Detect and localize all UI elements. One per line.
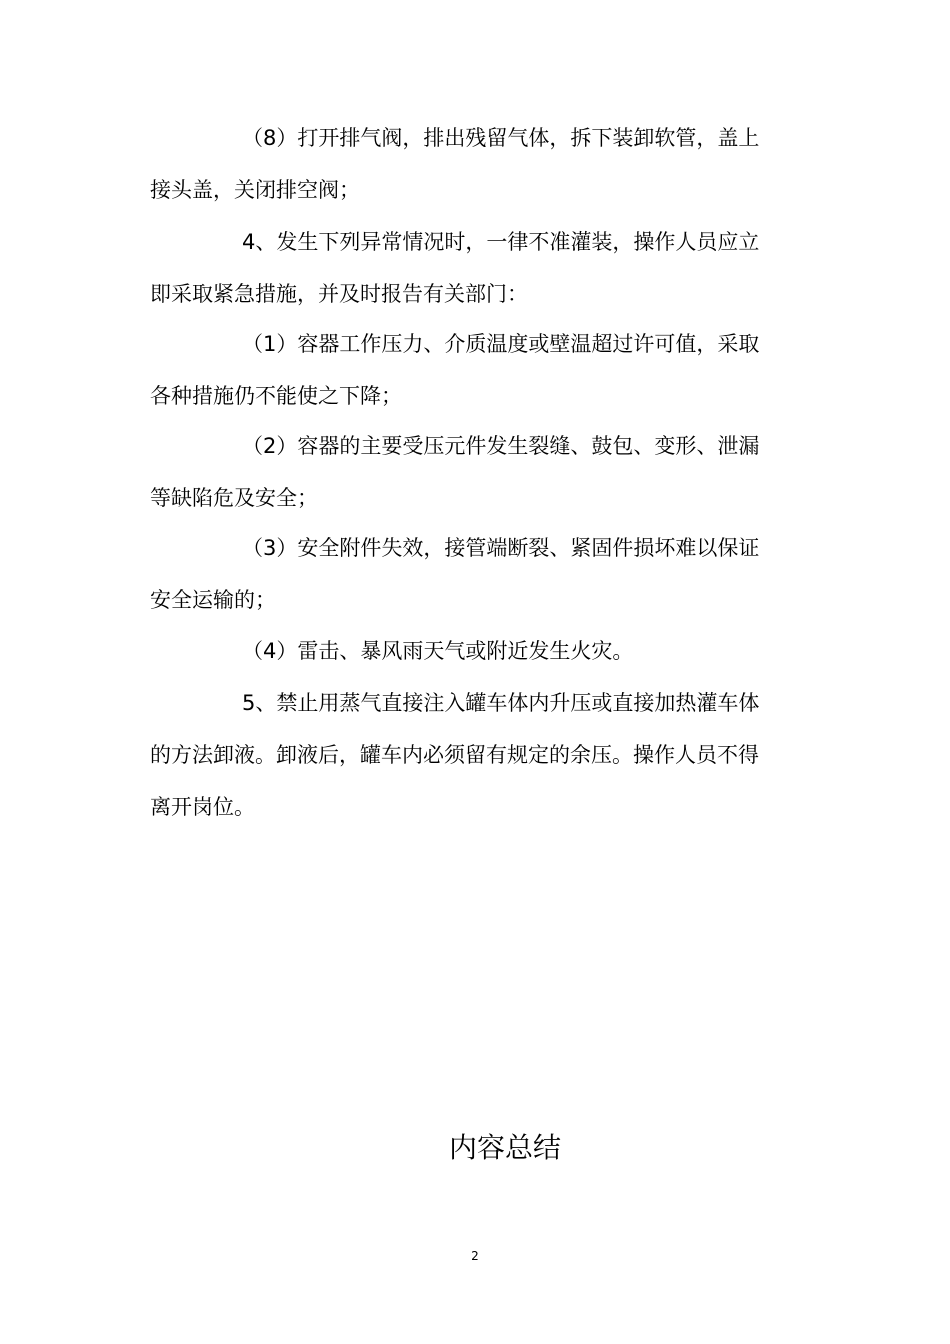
- paragraph-line: （8）打开排气阀，排出残留气体，拆下装卸软管，盖上: [242, 126, 760, 150]
- paragraph-item-4: [150, 216, 810, 320]
- summary-heading-text: 内容总结: [448, 1131, 561, 1164]
- paragraph-line: （3）安全附件失效，接管端断裂、紧固件损坏难以保证: [242, 536, 760, 560]
- paragraph-line: （4）雷击、暴风雨天气或附近发生火灾。: [242, 639, 634, 663]
- paragraph-line: （1）容器工作压力、介质温度或壁温超过许可值，采取: [242, 332, 760, 356]
- paragraph-sub-1: [150, 318, 810, 422]
- summary-heading: [0, 1128, 950, 1168]
- paragraph-line: 接头盖，关闭排空阀；: [150, 178, 360, 202]
- paragraph-line: 等缺陷危及安全；: [150, 486, 318, 510]
- paragraph-line: 离开岗位。: [150, 795, 255, 819]
- paragraph-step-8: [150, 112, 810, 216]
- paragraph-item-5: [150, 677, 810, 833]
- paragraph-line: 各种措施仍不能使之下降；: [150, 384, 402, 408]
- paragraph-line: 即采取紧急措施，并及时报告有关部门：: [150, 282, 528, 306]
- paragraph-sub-2: [150, 420, 810, 524]
- paragraph-line: 4、发生下列异常情况时，一律不准灌装，操作人员应立: [242, 230, 760, 254]
- paragraph-line: 的方法卸液。卸液后，罐车内必须留有规定的余压。操作人员不得: [150, 743, 759, 767]
- paragraph-sub-3: [150, 522, 810, 626]
- paragraph-line: 安全运输的；: [150, 588, 276, 612]
- paragraph-line: （2）容器的主要受压元件发生裂缝、鼓包、变形、泄漏: [242, 434, 760, 458]
- page-number: 2: [471, 1249, 479, 1263]
- paragraph-sub-4: [150, 625, 810, 677]
- paragraph-line: 5、禁止用蒸气直接注入罐车体内升压或直接加热灌车体: [242, 691, 760, 715]
